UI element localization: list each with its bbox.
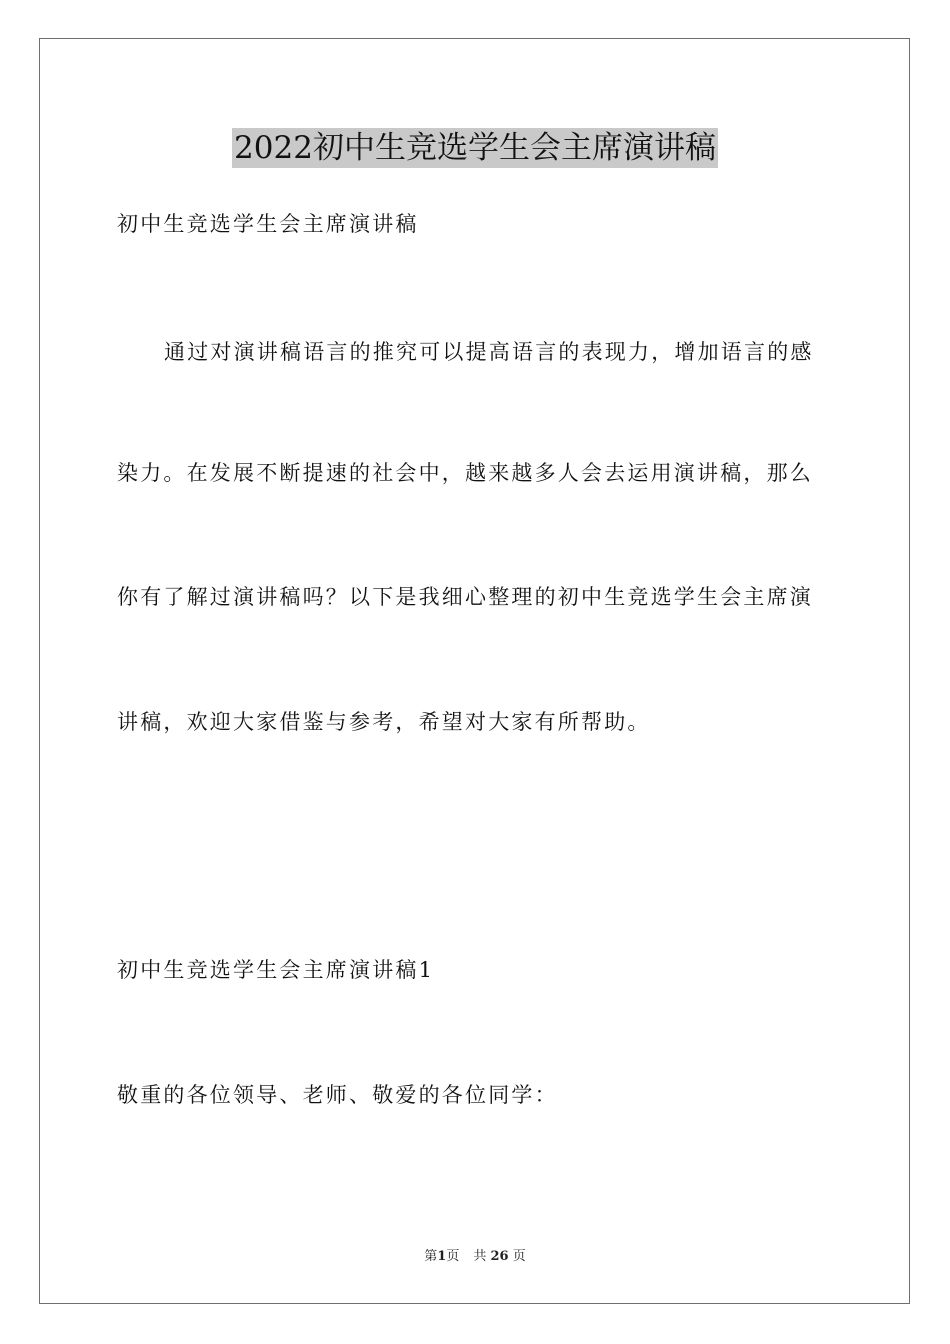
document-title: 2022初中生竞选学生会主席演讲稿	[234, 130, 716, 166]
total-suffix: 页	[512, 1249, 526, 1264]
page-indicator	[424, 1249, 459, 1264]
total-indicator	[473, 1249, 525, 1264]
total-pages: 26	[490, 1249, 509, 1264]
document-subtitle: 初中生竞选学生会主席演讲稿	[117, 212, 419, 236]
salutation: 敬重的各位领导、老师、敬爱的各位同学：	[117, 1083, 558, 1107]
section-heading: 初中生竞选学生会主席演讲稿1	[117, 958, 435, 982]
intro-line-4: 讲稿，欢迎大家借鉴与参考，希望对大家有所帮助。	[117, 710, 651, 734]
page-prefix: 第	[424, 1249, 438, 1264]
page-suffix: 页	[446, 1249, 460, 1264]
intro-line-2: 染力。在发展不断提速的社会中，越来越多人会去运用演讲稿，那么	[117, 461, 813, 485]
page-number: 1	[437, 1249, 447, 1264]
page-footer	[0, 1248, 950, 1266]
total-prefix: 共	[473, 1249, 487, 1264]
title-wrap	[0, 128, 950, 168]
intro-line-3: 你有了解过演讲稿吗？以下是我细心整理的初中生竞选学生会主席演	[117, 585, 813, 609]
intro-line-1: 通过对演讲稿语言的推究可以提高语言的表现力，增加语言的感	[164, 340, 814, 364]
